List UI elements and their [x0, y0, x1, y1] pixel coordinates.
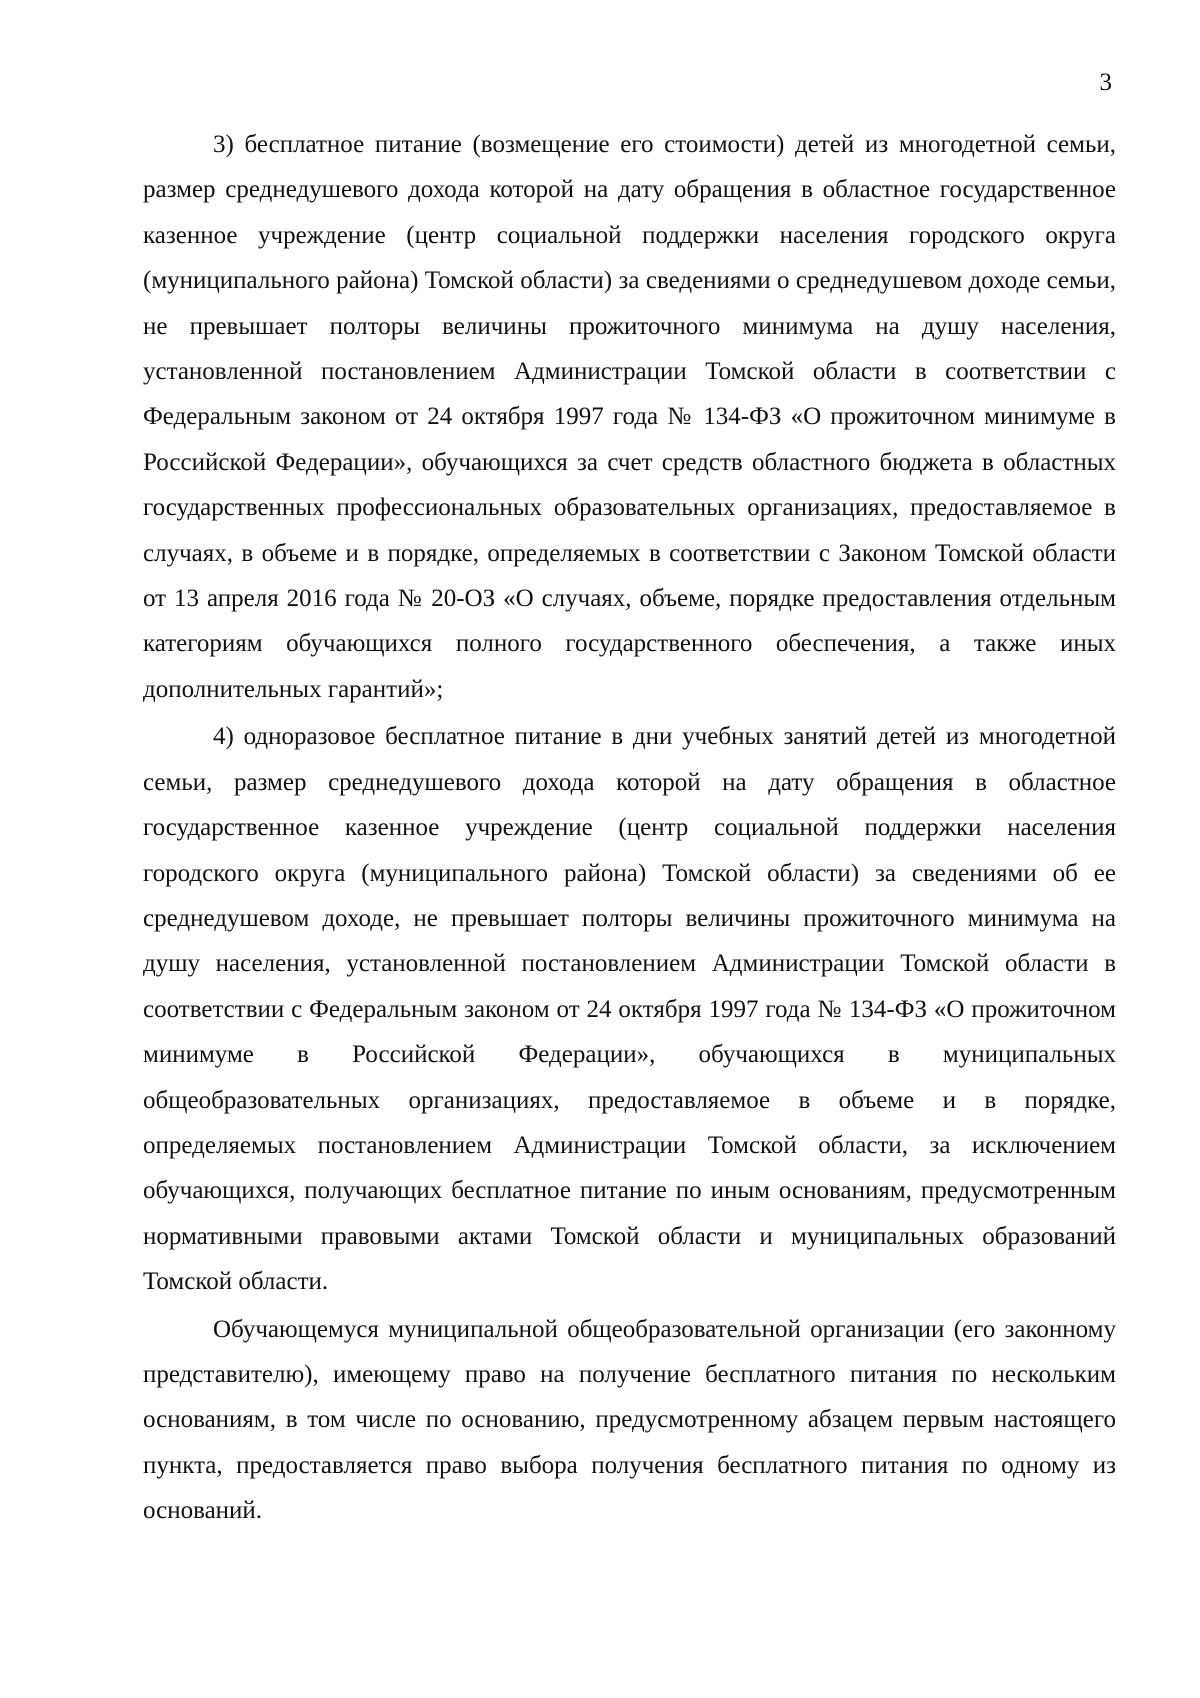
paragraph-choice-of-basis: Обучающемуся муниципальной общеобразовательной организации (его законному представителю), имеющему право на получение бесплатного питания по нескольким основаниям, в том числе по основанию, предусмотренному абзацем первым настоящего пункта, предоставляется право выбора получения бесплатного питания по одному из оснований. — [143, 1315, 1116, 1525]
page-number: 3 — [1099, 69, 1112, 96]
document-body — [143, 122, 1116, 1534]
paragraph-item-4: 4) одноразовое бесплатное питание в дни учебных занятий детей из многодетной семьи, размер среднедушевого дохода которой на дату обращения в областное государственное казенное учреждение (центр социальной поддержки населения городского округа (муниципального района) Томской области) за сведениями об ее среднедушевом доходе, не превышает полторы величины прожиточного минимума на душу населения, установленной постановлением Администрации Томской области в соответствии с Федеральным законом от 24 октября 1997 года № 134-ФЗ «О прожиточном минимуме в Российской Федерации», обучающихся в муниципальных общеобразовательных организациях, предоставляемое в объеме и в порядке, определяемых постановлением Администрации Томской области, за исключением обучающихся, получающих бесплатное питание по иным основаниям, предусмотренным нормативными правовыми актами Томской области и муниципальных образований Томской области. — [143, 723, 1116, 1296]
paragraph-item-3: 3) бесплатное питание (возмещение его стоимости) детей из многодетной семьи, размер среднедушевого дохода которой на дату обращения в областное государственное казенное учреждение (центр социальной поддержки населения городского округа (муниципального района) Томской области) за сведениями о среднедушевом доходе семьи, не превышает полторы величины прожиточного минимума на душу населения, установленной постановлением Администрации Томской области в соответствии с Федеральным законом от 24 октября 1997 года № 134-ФЗ «О прожиточном минимуме в Российской Федерации», обучающихся за счет средств областного бюджета в областных государственных профессиональных образовательных организациях, предоставляемое в случаях, в объеме и в порядке, определяемых в соответствии с Законом Томской области от 13 апреля 2016 года № 20-ОЗ «О случаях, объеме, порядке предоставления отдельным категориям обучающихся полного государственного обеспечения, а также иных дополнительных гарантий»; — [143, 131, 1116, 703]
